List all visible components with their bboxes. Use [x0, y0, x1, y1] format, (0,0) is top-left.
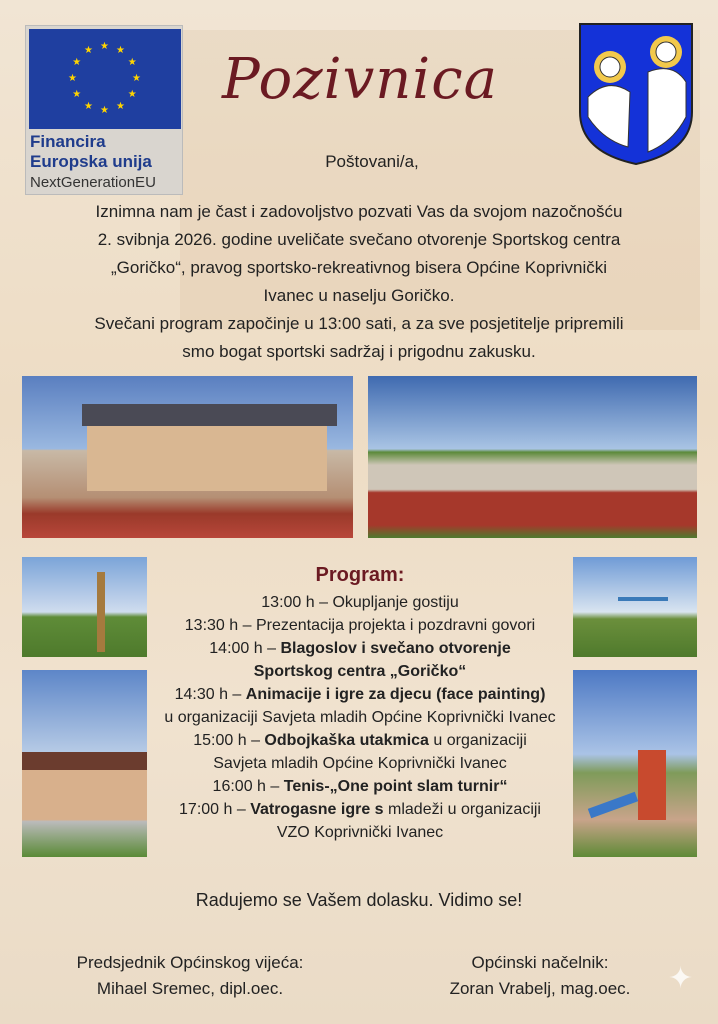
- photo-playground-slide: [573, 670, 697, 857]
- signature-council-president: [50, 950, 330, 1002]
- municipality-crest-icon: [578, 22, 694, 166]
- greeting: Poštovani/a,: [325, 152, 419, 171]
- program-item: [179, 799, 541, 821]
- photo-running-track: [368, 376, 697, 538]
- signature-role: Općinski načelnik:: [471, 953, 609, 972]
- program-item: [213, 753, 506, 775]
- intro-line: Svečani program započinje u 13:00 sati, a za sve posjetitelje pripremili: [94, 314, 624, 333]
- signature-mayor: [420, 950, 660, 1002]
- closing-text: Radujemo se Vašem dolasku. Vidimo se!: [195, 890, 523, 910]
- eu-flag-icon: [29, 29, 181, 129]
- program-time: 14:00 h –: [209, 640, 281, 657]
- eu-star-icon: ★: [100, 105, 109, 116]
- program-time: 13:30 h –: [184, 617, 256, 634]
- program-heading: Program:: [315, 564, 405, 586]
- program-item: [213, 776, 508, 798]
- program-rest: Okupljanje gostiju: [332, 594, 459, 611]
- program-rest: Prezentacija projekta i pozdravni govori: [255, 617, 536, 634]
- eu-star-icon: ★: [127, 57, 137, 68]
- eu-star-icon: ★: [72, 89, 82, 100]
- program-time: 15:00 h –: [193, 732, 265, 749]
- program-bold: Vatrogasne igre s: [250, 801, 384, 818]
- eu-star-icon: ★: [100, 41, 109, 52]
- eu-star-icon: ★: [84, 100, 93, 112]
- sparkle-icon: ✦: [668, 962, 694, 995]
- program-rest: mladeži u organizaciji: [383, 801, 541, 818]
- page-title: Pozivnica: [222, 47, 498, 112]
- program-item: [261, 592, 458, 614]
- intro-line: smo bogat sportski sadržaj i prigodnu zakusku.: [182, 342, 536, 361]
- program-bold: Odbojkaška utakmica: [264, 732, 429, 749]
- eu-line3: NextGenerationEU: [30, 174, 156, 191]
- program-bold: Tenis-„One point slam turnir“: [283, 778, 508, 795]
- program-item: [164, 707, 555, 729]
- program-item: [209, 638, 510, 660]
- program-rest: Savjeta mladih Općine Koprivnički Ivanec: [213, 755, 507, 772]
- signature-name: Mihael Sremec, dipl.oec.: [96, 979, 284, 998]
- signature-name: Zoran Vrabelj, mag.oec.: [449, 979, 631, 998]
- program-rest: u organizaciji: [428, 732, 527, 749]
- program-item: [185, 615, 535, 637]
- program-bold: Sportskog centra „Goričko“: [253, 663, 467, 680]
- eu-line1: Financira: [30, 132, 106, 151]
- eu-star-icon: ★: [84, 45, 93, 57]
- photo-outdoor-gym: [22, 557, 147, 657]
- intro-line: „Goričko“, pravog sportsko-rekreativnog bisera Općine Koprivnički: [110, 258, 608, 277]
- eu-star-icon: ★: [72, 57, 82, 68]
- eu-star-icon: ★: [132, 73, 141, 84]
- program-time: 13:00 h –: [261, 594, 333, 611]
- eu-star-icon: ★: [116, 45, 125, 57]
- program-time: 16:00 h –: [212, 778, 284, 795]
- eu-star-icon: ★: [116, 100, 125, 112]
- program-item: [254, 661, 467, 683]
- intro-line: 2. svibnja 2026. godine uveličate svečano otvorenje Sportskog centra: [97, 230, 621, 249]
- eu-line2: Europska unija: [30, 152, 152, 171]
- photo-sports-building: [22, 376, 353, 538]
- intro-line: Ivanec u naselju Goričko.: [263, 286, 455, 305]
- photo-playground-swing: [573, 557, 697, 657]
- program-bold: Blagoslov i svečano otvorenje: [280, 640, 511, 657]
- program-time: 14:30 h –: [174, 686, 246, 703]
- program-rest: u organizaciji Savjeta mladih Općine Koprivnički Ivanec: [164, 709, 556, 726]
- program-rest: VZO Koprivnički Ivanec: [276, 824, 444, 841]
- program-item: [277, 822, 443, 844]
- eu-star-icon: ★: [127, 89, 137, 100]
- eu-star-icon: ★: [68, 73, 77, 84]
- photo-small-house: [22, 670, 147, 857]
- program-item: [193, 730, 527, 752]
- signature-role: Predsjednik Općinskog vijeća:: [76, 953, 304, 972]
- eu-funding-logo: [25, 25, 183, 195]
- program-bold: Animacije i igre za djecu (face painting): [245, 686, 546, 703]
- program-item: [175, 684, 546, 706]
- program-time: 17:00 h –: [179, 801, 251, 818]
- intro-line: Iznimna nam je čast i zadovoljstvo pozvati Vas da svojom nazočnošću: [95, 202, 623, 221]
